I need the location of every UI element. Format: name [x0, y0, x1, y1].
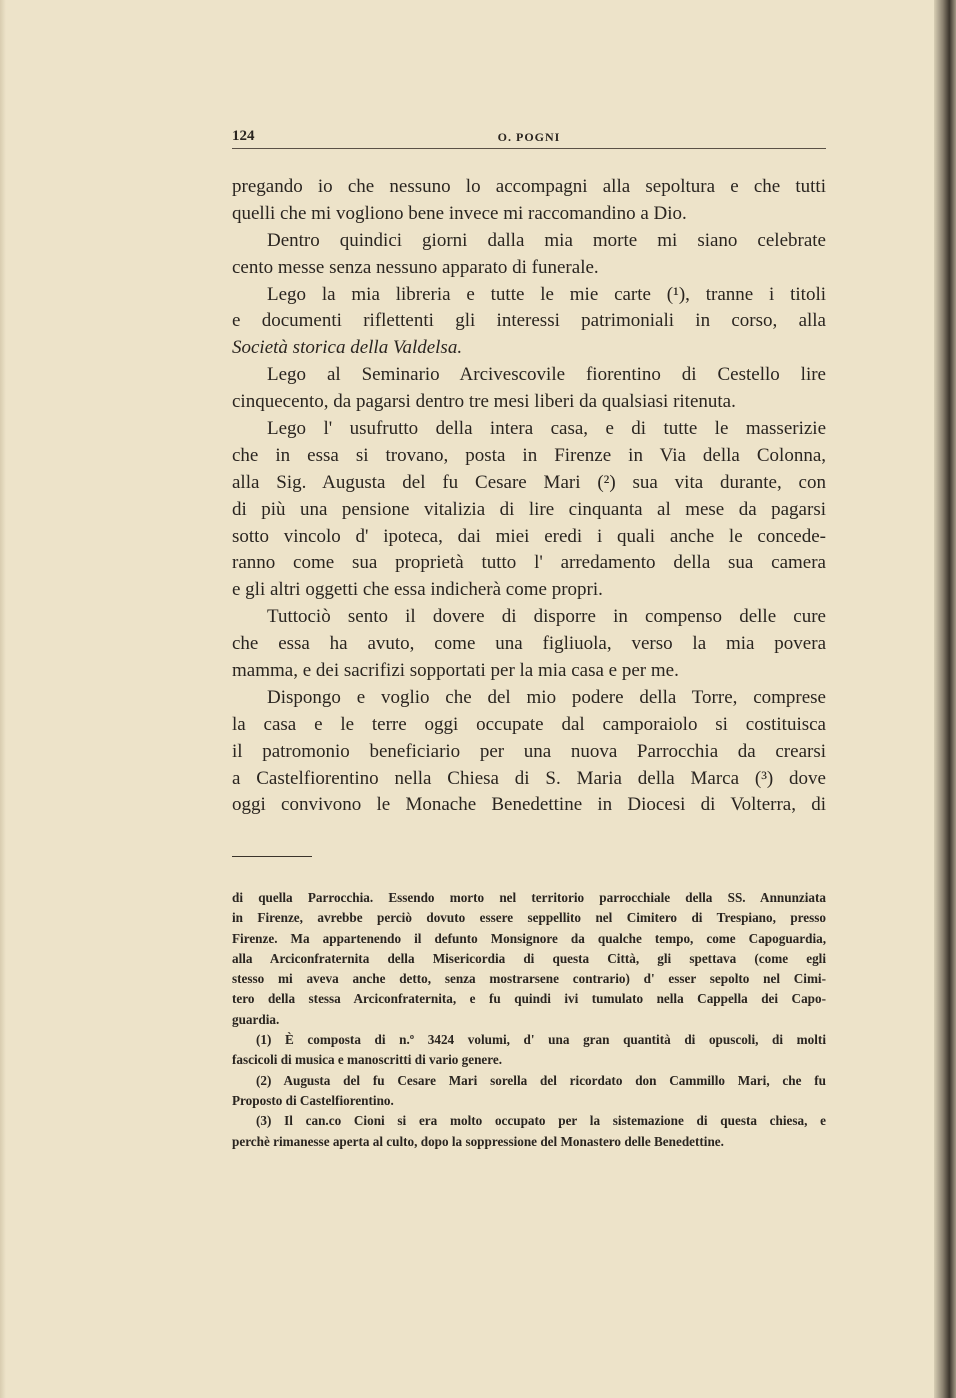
text-line: pregando io che nessuno lo accompagni alla sepoltura e che tutti: [232, 176, 826, 197]
text-line: sotto vincolo d' ipoteca, dai miei eredi i quali anche le concede-: [232, 525, 826, 547]
page-header: [232, 128, 826, 149]
text-line: che essa ha avuto, come una figliuola, verso la mia povera: [232, 633, 826, 655]
text-line: Dispongo e voglio che del mio podere della Torre, comprese: [267, 686, 826, 708]
running-title: O. POGNI: [497, 130, 561, 144]
text-line: Lego l' usufrutto della intera casa, e di tutte le masserizie: [267, 418, 826, 440]
page-number: 124: [232, 128, 255, 144]
footnote-line: in Firenze, avrebbe perciò dovuto essere seppellito nel Cimitero di Trespiano, presso: [232, 910, 826, 926]
footnote-line: stesso mi aveva anche detto, senza mostrarsene contrario) d' esser sepolto nel Cimi-: [232, 971, 826, 987]
text-line: mamma, e dei sacrifizi sopportati per la mia casa e per me.: [232, 660, 679, 682]
body-text: [232, 174, 826, 819]
footnote-line: (3) Il can.co Cioni si era molto occupato per la sistemazione di questa chiesa, e: [256, 1113, 826, 1129]
footnotes: [232, 888, 826, 1152]
page-edge: [0, 0, 6, 1398]
book-binding-edge: [934, 0, 956, 1398]
footnote-separator: [232, 856, 312, 857]
text-line: Società storica della Valdelsa.: [232, 337, 463, 359]
text-line: quelli che mi vogliono bene invece mi raccomandino a Dio.: [232, 202, 687, 224]
text-line: e documenti riflettenti gli interessi patrimoniali in corso, alla: [232, 310, 826, 332]
text-line: oggi convivono le Monache Benedettine in Diocesi di Volterra, di: [232, 794, 826, 816]
text-line: che in essa si trovano, posta in Firenze in Via della Colonna,: [232, 444, 826, 466]
footnote-line: Proposto di Castelfiorentino.: [232, 1092, 394, 1108]
text-line: e gli altri oggetti che essa indicherà come propri.: [232, 579, 603, 601]
text-line: Lego la mia libreria e tutte le mie carte (¹), tranne i titoli: [267, 283, 826, 305]
footnote-line: (2) Augusta del fu Cesare Mari sorella del ricordato don Cammillo Mari, che fu: [256, 1072, 826, 1088]
text-line: ranno come sua proprietà tutto l' arredamento della sua camera: [232, 552, 826, 574]
text-line: il patromonio beneficiario per una nuova Parrocchia da crearsi: [232, 740, 826, 762]
footnote-line: alla Arciconfraternita della Misericordia di questa Città, gli spettava (come egli: [232, 950, 826, 966]
text-line: Tuttociò sento il dovere di disporre in compenso delle cure: [267, 606, 826, 628]
text-line: la casa e le terre oggi occupate dal camporaiolo si costituisca: [232, 713, 826, 735]
footnote-line: di quella Parrocchia. Essendo morto nel territorio parrocchiale della SS. Annunziata: [232, 890, 826, 905]
footnote-line: fascicoli di musica e manoscritti di vario genere.: [232, 1052, 503, 1068]
footnote-line: Firenze. Ma appartenendo il defunto Monsignore da qualche tempo, come Capoguardia,: [232, 930, 826, 946]
text-line: a Castelfiorentino nella Chiesa di S. Maria della Marca (³) dove: [232, 767, 826, 789]
footnote-line: (1) È composta di n.º 3424 volumi, d' una gran quantità di opuscoli, di molti: [256, 1032, 826, 1048]
text-line: Dentro quindici giorni dalla mia morte mi siano celebrate: [267, 229, 826, 251]
text-line: Lego al Seminario Arcivescovile fiorentino di Cestello lire: [267, 364, 826, 386]
text-line: cento messe senza nessuno apparato di funerale.: [232, 256, 599, 278]
footnote-line: guardia.: [232, 1011, 280, 1027]
text-line: alla Sig. Augusta del fu Cesare Mari (²) sua vita durante, con: [232, 471, 826, 493]
text-line: di più una pensione vitalizia di lire cinquanta al mese da pagarsi: [232, 498, 826, 520]
footnote-line: perchè rimanesse aperta al culto, dopo la soppressione del Monastero delle Benedettine.: [232, 1133, 724, 1149]
footnote-line: tero della stessa Arciconfraternita, e fu quindi ivi tumulato nella Cappella dei Capo-: [232, 991, 826, 1007]
text-line: cinquecento, da pagarsi dentro tre mesi liberi da qualsiasi ritenuta.: [232, 391, 736, 413]
